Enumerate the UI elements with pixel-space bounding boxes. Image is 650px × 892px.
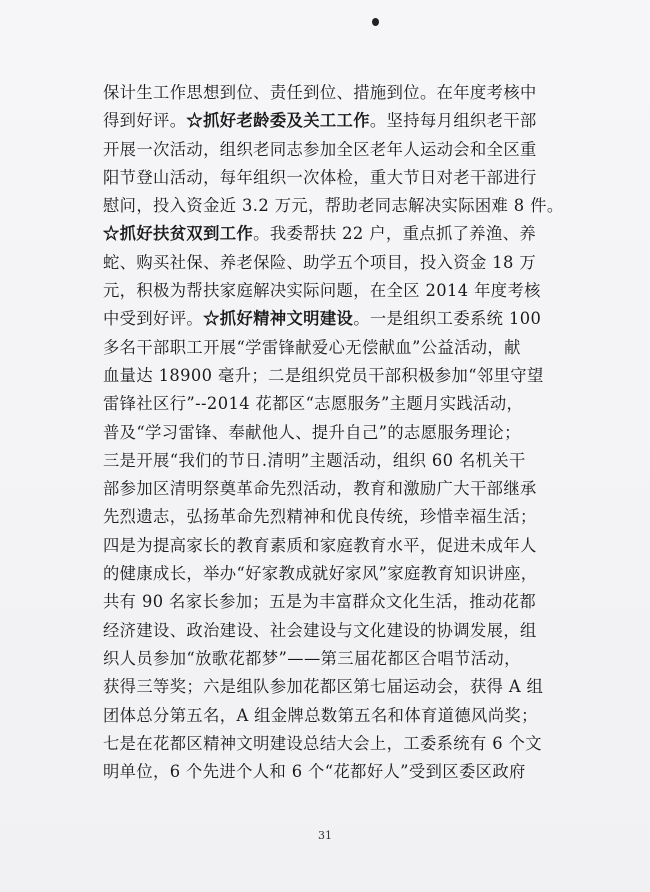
text-segment: 得到好评。 <box>103 111 187 131</box>
text-segment: 。一是组织工委系统 100 <box>353 309 542 329</box>
text-line <box>103 220 553 248</box>
page-number: 31 <box>318 829 332 842</box>
text-segment: 多名干部职工开展“学雷锋献爱心无偿献血”公益活动，献 <box>103 337 521 357</box>
bold-heading: ☆抓好老龄委及关工工作 <box>186 111 370 131</box>
text-line <box>103 503 553 531</box>
text-line <box>103 758 553 786</box>
bold-heading: ☆抓好精神文明建设 <box>203 309 354 329</box>
text-line <box>103 645 553 673</box>
text-line <box>103 730 553 758</box>
text-line <box>103 164 553 192</box>
text-segment: 阳节登山活动，每年组织一次体检，重大节日对老干部进行 <box>103 167 537 187</box>
text-segment: 明单位，6 个先进个人和 6 个“花都好人”受到区委区政府 <box>103 762 526 782</box>
text-line <box>103 532 553 560</box>
text-segment: 普及“学习雷锋、奉献他人、提升自己”的志愿服务理论； <box>103 422 521 442</box>
text-line <box>103 305 553 333</box>
text-segment: 部参加区清明祭奠革命先烈活动，教育和激励广大干部继承 <box>103 479 537 499</box>
text-line <box>103 390 553 418</box>
text-segment: 经济建设、政治建设、社会建设与文化建设的协调发展，组 <box>103 620 537 640</box>
text-segment: 先烈遗志，弘扬革命先烈精神和优良传统，珍惜幸福生活； <box>103 507 537 527</box>
text-line <box>103 136 553 164</box>
text-segment: 团体总分第五名，A 组金牌总数第五名和体育道德风尚奖； <box>103 705 538 725</box>
text-line <box>103 702 553 730</box>
text-segment: 雷锋社区行”--2014 花都区“志愿服务”主题月实践活动， <box>103 394 524 414</box>
text-segment: 织人员参加“放歌花都梦”——第三届花都区合唱节活动， <box>103 648 521 668</box>
text-segment: 血量达 18900 毫升；二是组织党员干部积极参加“邻里守望 <box>103 365 544 385</box>
text-line <box>103 277 553 305</box>
text-segment: 蛇、购买社保、养老保险、助学五个项目，投入资金 18 万 <box>103 252 537 272</box>
text-line <box>103 673 553 701</box>
text-segment: 的健康成长，举办“好家教成就好家风”家庭教育知识讲座， <box>103 564 538 584</box>
text-line <box>103 107 553 135</box>
text-line <box>103 588 553 616</box>
text-segment: 元，积极为帮扶家庭解决实际问题，在全区 2014 年度考核 <box>103 281 541 301</box>
bold-heading: ☆抓好扶贫双到工作 <box>103 224 254 244</box>
text-line <box>103 419 553 447</box>
text-line <box>103 334 553 362</box>
text-line <box>103 560 553 588</box>
body-text <box>103 79 564 786</box>
text-segment: 共有 90 名家长参加；五是为丰富群众文化生活，推动花都 <box>103 592 537 612</box>
text-line <box>103 192 564 220</box>
text-segment: 中受到好评。 <box>103 309 204 329</box>
text-segment: 获得三等奖；六是组队参加花都区第七届运动会，获得 A 组 <box>103 677 544 697</box>
text-segment: 。我委帮扶 22 户，重点抓了养渔、养 <box>253 224 537 244</box>
scan-speck <box>372 18 379 26</box>
text-line <box>103 362 553 390</box>
text-segment: 慰问，投入资金近 3.2 万元，帮助老同志解决实际困难 8 件。 <box>103 196 564 216</box>
text-line <box>103 79 553 107</box>
text-line <box>103 249 553 277</box>
text-segment: 。坚持每月组织老干部 <box>369 111 537 131</box>
text-segment: 四是为提高家长的教育素质和家庭教育水平，促进未成年人 <box>103 535 537 555</box>
text-segment: 三是开展“我们的节日.清明”主题活动，组织 60 名机关干 <box>103 450 526 470</box>
text-line <box>103 447 553 475</box>
text-segment: 保计生工作思想到位、责任到位、措施到位。在年度考核中 <box>103 83 537 102</box>
text-line <box>103 475 553 503</box>
text-segment: 七是在花都区精神文明建设总结大会上，工委系统有 6 个文 <box>103 733 542 753</box>
text-line <box>103 617 553 645</box>
text-segment: 开展一次活动，组织老同志参加全区老年人运动会和全区重 <box>103 139 537 159</box>
